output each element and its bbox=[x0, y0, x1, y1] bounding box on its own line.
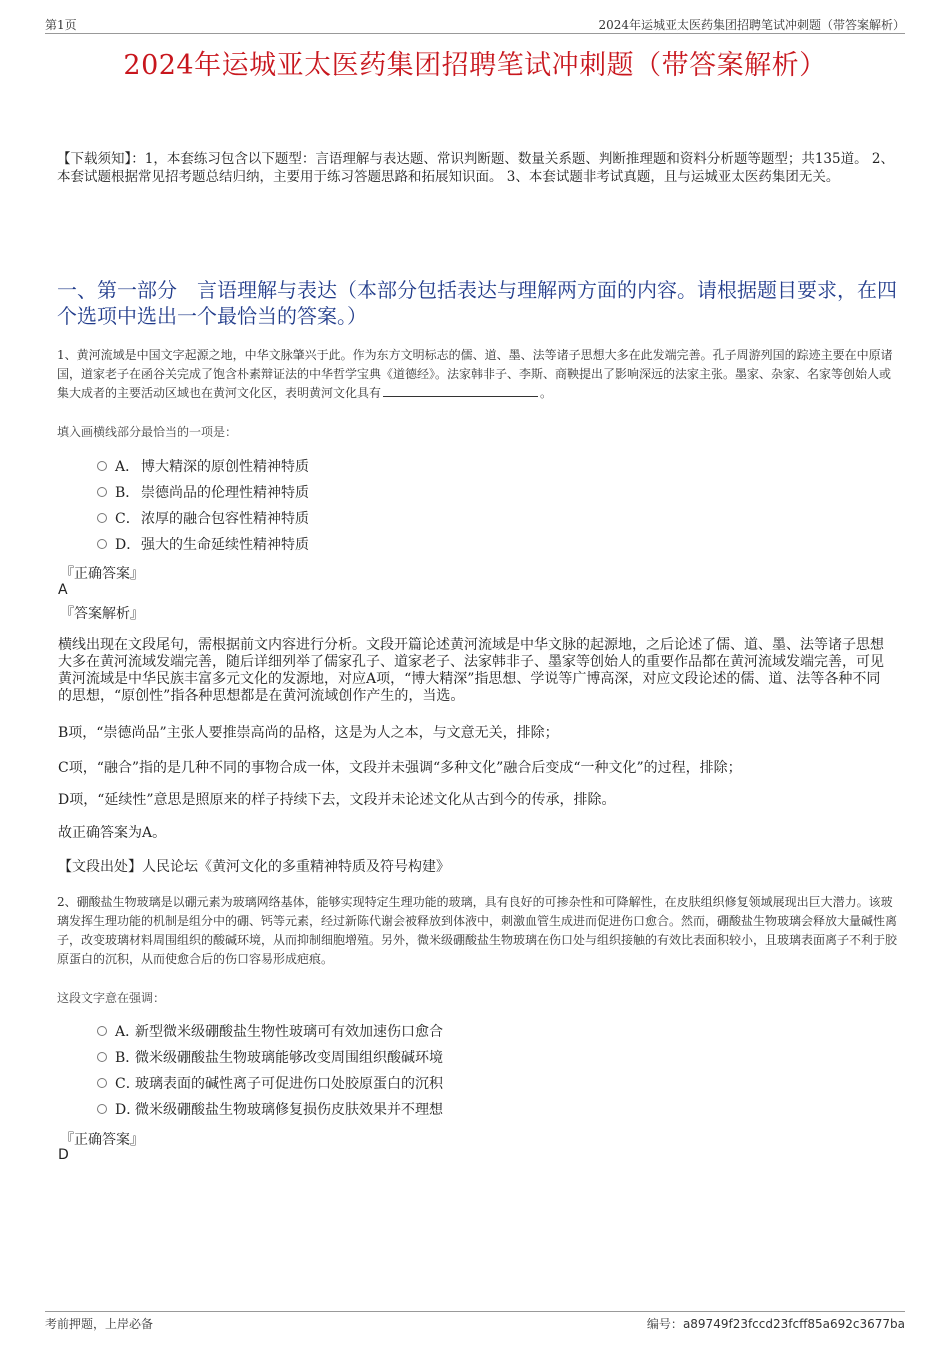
option-letter: C． bbox=[115, 511, 140, 527]
question-1-blank-end: 。 bbox=[540, 386, 553, 400]
q2-option-d[interactable] bbox=[97, 1099, 443, 1119]
q2-option-a[interactable] bbox=[97, 1021, 443, 1041]
option-text: 玻璃表面的碱性离子可促进伤口处胶原蛋白的沉积 bbox=[135, 1076, 443, 1092]
question-1-prompt: 填入画横线部分最恰当的一项是： bbox=[57, 425, 238, 439]
q2-answer: D bbox=[58, 1147, 69, 1163]
q1-analysis-paragraph: 横线出现在文段尾句，需根据前文内容进行分析。文段开篇论述黄河流域是中华文脉的起源地，之后论述了儒、道、墨、法等诸子思想大多在黄河流域发端完善，随后详细列举了儒家孔子、道家老子、法家韩非子、墨家等创始人的重要作品都在黄河流域发端完善，可见黄河流域是中华民族丰富多元文化的发源地，对应A项，“博大精深”指思想、学说等广博高深，对应文段论述的儒、道、法等各种不同的思想，“原创性”指各种思想都是在黄河流域创作产生的，当选。 bbox=[58, 637, 884, 704]
option-text: 博大精深的原创性精神特质 bbox=[141, 459, 309, 475]
radio-icon[interactable] bbox=[97, 1078, 107, 1088]
option-letter: D． bbox=[115, 537, 141, 553]
option-letter: C． bbox=[115, 1076, 140, 1092]
q1-option-b[interactable] bbox=[97, 482, 309, 502]
option-text: 崇德尚品的伦理性精神特质 bbox=[141, 485, 309, 501]
radio-icon[interactable] bbox=[97, 539, 107, 549]
header-doc-title: 2024年运城亚太医药集团招聘笔试冲刺题（带答案解析） bbox=[598, 18, 905, 32]
option-letter: D． bbox=[115, 1102, 141, 1118]
option-text: 微米级硼酸盐生物玻璃修复损伤皮肤效果并不理想 bbox=[135, 1102, 443, 1118]
radio-icon[interactable] bbox=[97, 1026, 107, 1036]
footer-code-value: a89749f23fccd23fcff85a692c3677ba bbox=[682, 1317, 905, 1331]
question-1-body: 1、黄河流域是中国文字起源之地，中华文脉肇兴于此。作为东方文明标志的儒、道、墨、法等诸子思想大多在此发端完善。孔子周游列国的踪迹主要在中原诸国，道家老子在函谷关完成了饱含朴素辩证法的中华哲学宝典《道德经》。法家韩非子、李斯、商鞅提出了影响深远的法家主张。墨家、杂家、名家等创始人或集大成者的主要活动区域也在黄河文化区，表明黄河文化具有 bbox=[57, 348, 893, 400]
radio-icon[interactable] bbox=[97, 1104, 107, 1114]
option-letter: B． bbox=[115, 1050, 140, 1066]
q1-option-c[interactable] bbox=[97, 508, 309, 528]
q1-analysis-paragraph: C项，“融合”指的是几种不同的事物合成一体，文段并未强调“多种文化”融合后变成“一种文化”的过程，排除； bbox=[58, 760, 742, 776]
page-header bbox=[45, 15, 905, 34]
q1-analysis-conclusion: 故正确答案为A。 bbox=[58, 825, 167, 841]
q1-answer-label: 『正确答案』 bbox=[60, 566, 144, 582]
q1-option-d[interactable] bbox=[97, 534, 309, 554]
option-letter: B． bbox=[115, 485, 140, 501]
footer-code-label: 编号： bbox=[646, 1317, 683, 1331]
q1-answer: A bbox=[58, 582, 68, 598]
footer-slogan: 考前押题，上岸必备 bbox=[45, 1317, 154, 1331]
q1-analysis-paragraph: B项，“崇德尚品”主张人要推崇高尚的品格，这是为人之本，与文意无关，排除； bbox=[58, 725, 559, 741]
q2-option-b[interactable] bbox=[97, 1047, 443, 1067]
radio-icon[interactable] bbox=[97, 513, 107, 523]
download-notice: 【下载须知】：1，本套练习包含以下题型：言语理解与表达题、常识判断题、数量关系题、判断推理题和资料分析题等题型；共135道。 2、本套试题根据常见招考题总结归纳，主要用于练习答题思路和拓展知识面。 3、本套试题非考试真题，且与运城亚太医药集团无关。 bbox=[57, 151, 894, 185]
footer-code bbox=[647, 1315, 905, 1332]
q1-analysis-label: 『答案解析』 bbox=[60, 606, 144, 622]
option-letter: A． bbox=[115, 459, 140, 475]
radio-icon[interactable] bbox=[97, 487, 107, 497]
option-text: 浓厚的融合包容性精神特质 bbox=[141, 511, 309, 527]
radio-icon[interactable] bbox=[97, 1052, 107, 1062]
q2-option-c[interactable] bbox=[97, 1073, 443, 1093]
document-title: 2024年运城亚太医药集团招聘笔试冲刺题（带答案解析） bbox=[123, 50, 827, 81]
option-text: 微米级硼酸盐生物玻璃能够改变周围组织酸碱环境 bbox=[135, 1050, 443, 1066]
radio-icon[interactable] bbox=[97, 461, 107, 471]
option-text: 强大的生命延续性精神特质 bbox=[141, 537, 309, 553]
q1-source: 【文段出处】人民论坛《黄河文化的多重精神特质及符号构建》 bbox=[58, 859, 450, 875]
q1-analysis-paragraph: D项，“延续性”意思是照原来的样子持续下去，文段并未论述文化从古到今的传承，排除。 bbox=[58, 792, 616, 808]
page-number: 第1页 bbox=[45, 18, 77, 32]
question-2-text: 2、硼酸盐生物玻璃是以硼元素为玻璃网络基体，能够实现特定生理功能的玻璃，具有良好的可掺杂性和可降解性，在皮肤组织修复领域展现出巨大潜力。该玻璃发挥生理功能的机制是组分中的硼、钙等元素，经过新陈代谢会被释放到体液中，刺激血管生成进而促进伤口愈合。然而，硼酸盐生物玻璃会释放大量碱性离子，改变玻璃材料周围组织的酸碱环境，从而抑制细胞增殖。另外，微米级硼酸盐生物玻璃在伤口处与组织接触的有效比表面积较小，且玻璃表面离子不利于胶原蛋白的沉积，从而使愈合后的伤口容易形成疤痕。 bbox=[57, 895, 898, 966]
q2-answer-label: 『正确答案』 bbox=[60, 1132, 144, 1148]
page-footer bbox=[45, 1311, 905, 1330]
option-letter: A． bbox=[115, 1024, 140, 1040]
q1-option-a[interactable] bbox=[97, 456, 309, 476]
option-text: 新型微米级硼酸盐生物性玻璃可有效加速伤口愈合 bbox=[135, 1024, 443, 1040]
question-1-text bbox=[57, 346, 897, 403]
answer-blank bbox=[383, 384, 538, 397]
question-2-prompt: 这段文字意在强调： bbox=[57, 991, 166, 1005]
section-heading: 一、第一部分 言语理解与表达（本部分包括表达与理解两方面的内容。请根据题目要求，在四个选项中选出一个最恰当的答案。） bbox=[57, 278, 897, 328]
